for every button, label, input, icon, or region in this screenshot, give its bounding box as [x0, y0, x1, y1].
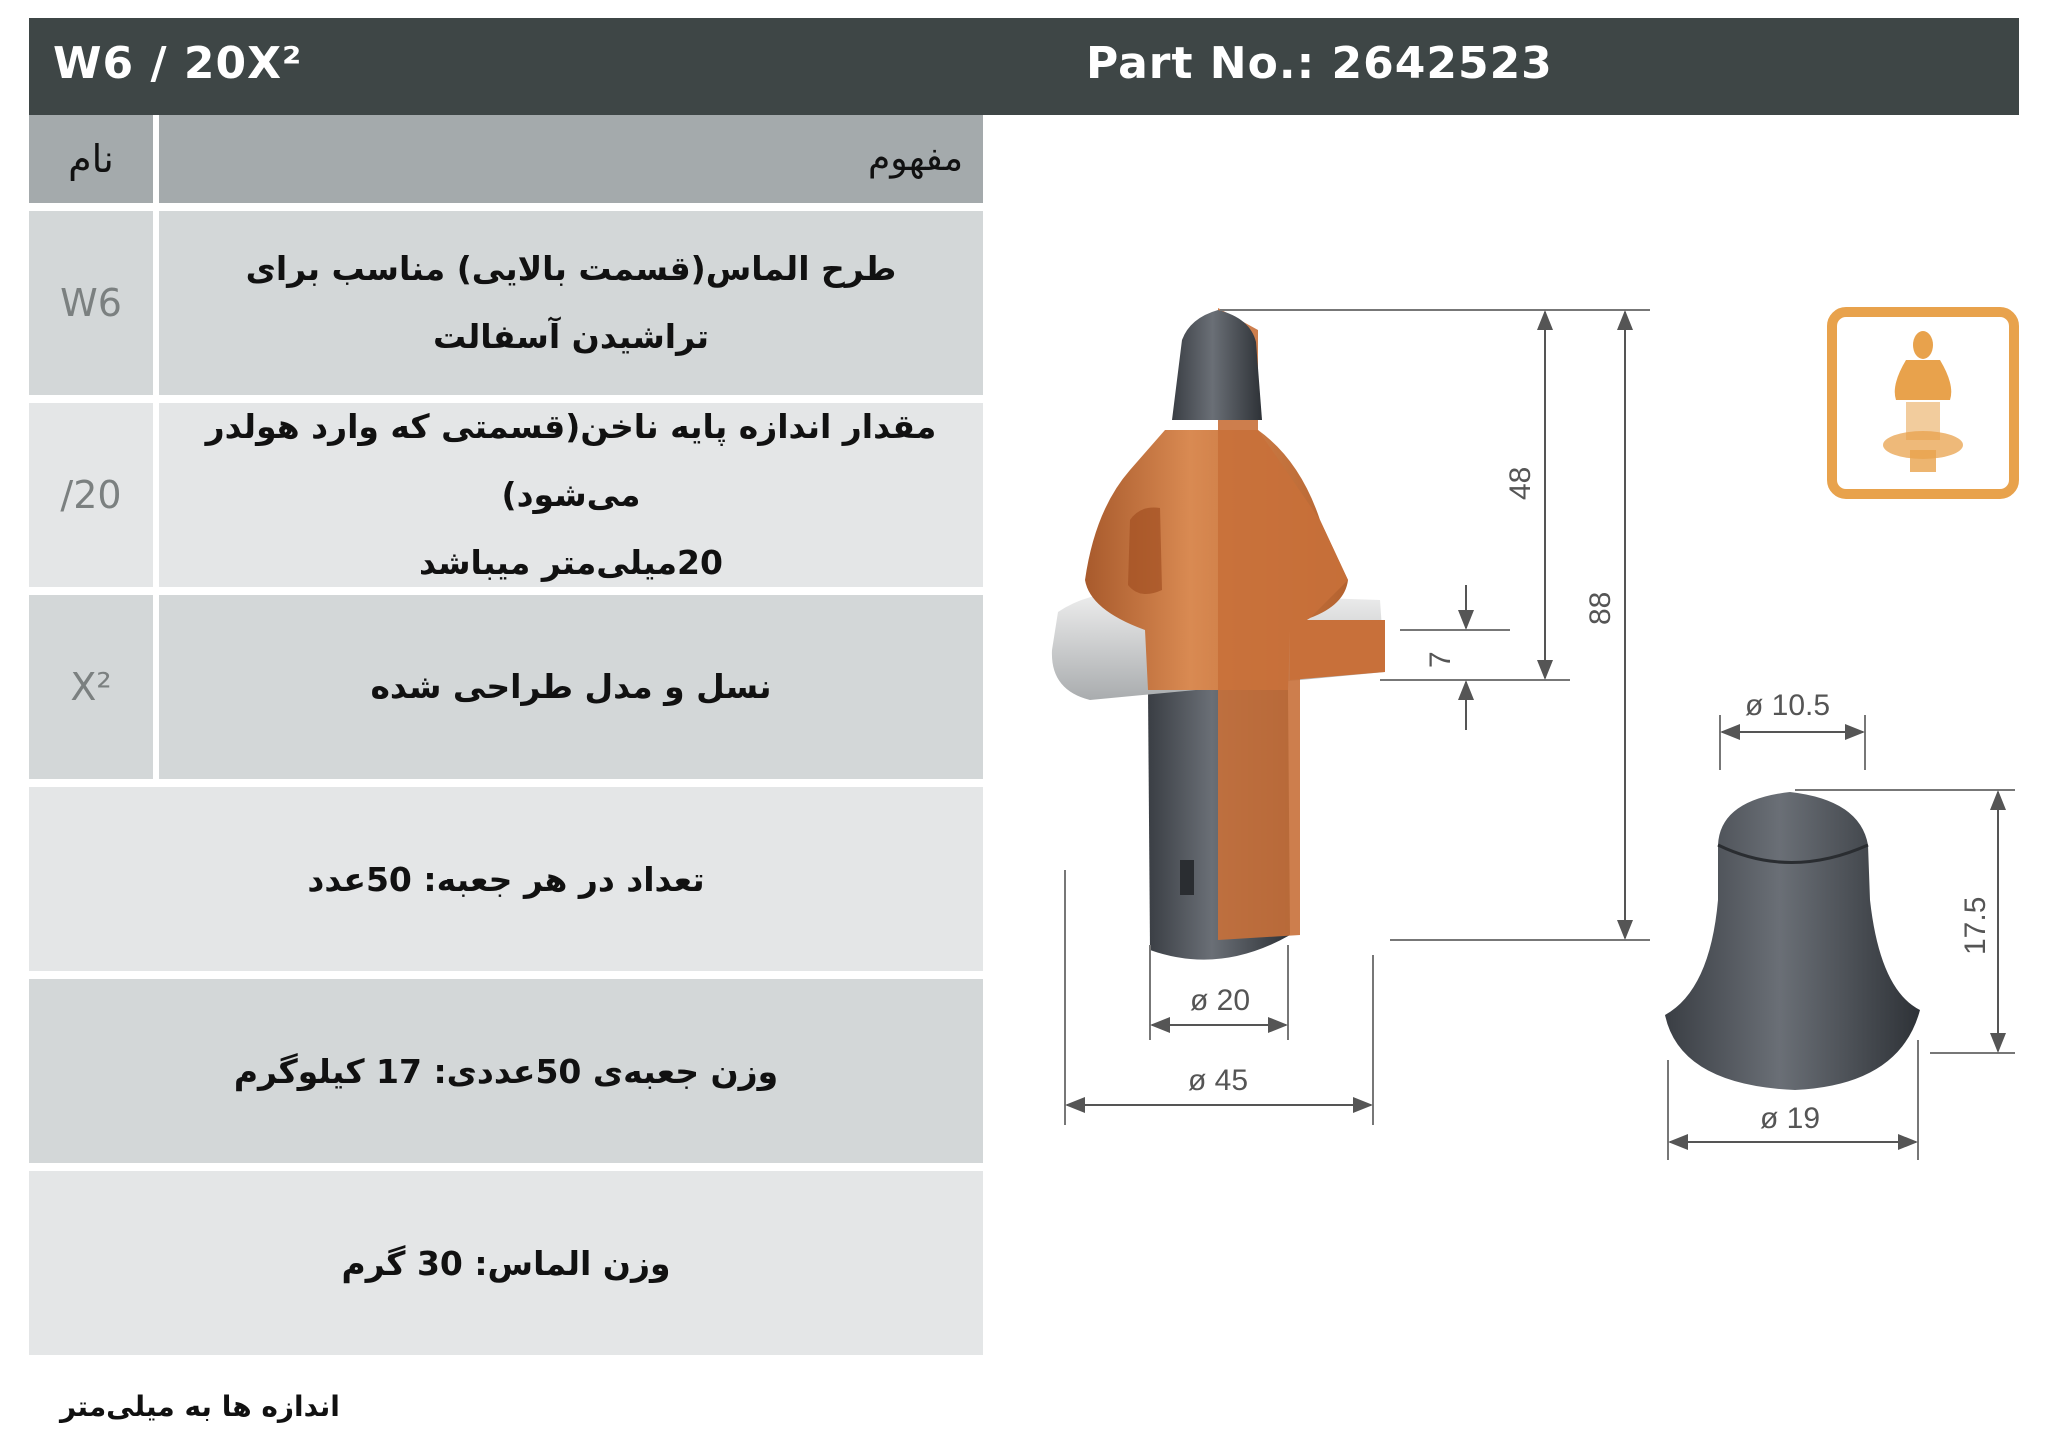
dim-d20: ø 20 — [1190, 984, 1251, 1017]
row-name: /20 — [60, 473, 122, 517]
quantity-per-box: تعداد در هر جعبه: 50عدد — [307, 859, 705, 899]
dim-tip-d10-5: ø 10.5 — [1745, 689, 1831, 722]
column-header-name: نام — [68, 137, 114, 181]
units-note: اندازه ها به میلی‌متر — [60, 1390, 340, 1423]
row-name: W6 — [60, 281, 122, 325]
dim-48: 48 — [1504, 466, 1537, 500]
dim-88: 88 — [1584, 591, 1617, 625]
dim-tip-h17-5: 17.5 — [1959, 896, 1992, 955]
row-description-line: نسل و مدل طراحی شده — [370, 667, 772, 706]
row-description-line: تراشیدن آسفالت — [432, 317, 710, 356]
cutting-bit-icon — [1832, 312, 2014, 494]
model-code: W6 / 20X² — [53, 38, 303, 89]
column-header-concept: مفهوم — [868, 138, 963, 179]
carbide-tip-illustration — [1665, 792, 1920, 1090]
tip-weight: وزن الماس: 30 گرم — [341, 1243, 671, 1283]
row-description-line: 20میلی‌متر میباشد — [419, 543, 723, 582]
dim-7: 7 — [1424, 651, 1457, 668]
box-weight: وزن جعبه‌ی 50عددی: 17 کیلوگرم — [233, 1051, 779, 1091]
part-number: Part No.: 2642523 — [1086, 38, 1553, 89]
row-description-line: مقدار اندازه پایه ناخن(قسمتی که وارد هولدر می‌شود) — [205, 407, 937, 514]
row-description-line: طرح الماس(قسمت بالایی) مناسب برای — [245, 249, 897, 288]
dim-d45: ø 45 — [1188, 1064, 1249, 1097]
row-name: X² — [70, 665, 112, 709]
dim-tip-d19: ø 19 — [1760, 1102, 1821, 1135]
cutting-bit-illustration — [1052, 308, 1385, 960]
